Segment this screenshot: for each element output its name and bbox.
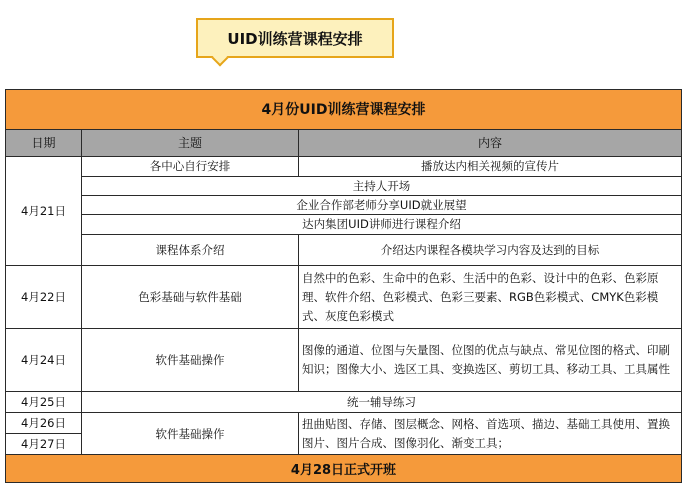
content-cell: 扭曲贴图、存储、图层概念、网格、首选项、描边、基础工具使用、置换图片、图片合成、图像羽化、渐变工具； bbox=[299, 412, 682, 455]
table-row bbox=[6, 176, 682, 195]
date-cell: 4月27日 bbox=[6, 434, 82, 455]
table-row bbox=[6, 215, 682, 234]
merged-cell: 企业合作部老师分享UID就业展望 bbox=[82, 195, 682, 214]
merged-cell: 主持人开场 bbox=[82, 176, 682, 195]
header-date: 日期 bbox=[6, 129, 82, 156]
table-row bbox=[6, 234, 682, 266]
content-cell: 播放达内相关视频的宣传片 bbox=[299, 157, 682, 176]
date-cell: 4月22日 bbox=[6, 266, 82, 329]
table-row bbox=[6, 329, 682, 392]
date-cell: 4月25日 bbox=[6, 392, 82, 412]
table-header-row bbox=[6, 129, 682, 156]
date-cell: 4月26日 bbox=[6, 412, 82, 433]
header-topic: 主题 bbox=[82, 129, 299, 156]
table-row bbox=[6, 195, 682, 214]
topic-cell: 课程体系介绍 bbox=[82, 234, 299, 266]
topic-cell: 软件基础操作 bbox=[82, 412, 299, 455]
content-cell: 自然中的色彩、生命中的色彩、生活中的色彩、设计中的色彩、色彩原理、软件介绍、色彩模式、色彩三要素、RGB色彩模式、CMYK色彩模式、灰度色彩模式 bbox=[299, 266, 682, 329]
topic-cell: 软件基础操作 bbox=[82, 329, 299, 392]
table-row bbox=[6, 157, 682, 176]
banner-title: UID训练营课程安排 bbox=[227, 29, 363, 48]
table-title-row bbox=[6, 90, 682, 130]
table-row bbox=[6, 266, 682, 329]
table-footer: 4月28日正式开班 bbox=[6, 455, 682, 483]
table-row bbox=[6, 412, 682, 433]
schedule-table bbox=[5, 89, 682, 483]
merged-cell: 达内集团UID讲师进行课程介绍 bbox=[82, 215, 682, 234]
table-title: 4月份UID训练营课程安排 bbox=[6, 90, 682, 130]
date-cell: 4月21日 bbox=[6, 157, 82, 266]
content-cell: 图像的通道、位图与矢量图、位图的优点与缺点、常见位图的格式、印刷知识；图像大小、选区工具、变换选区、剪切工具、移动工具、工具属性 bbox=[299, 329, 682, 392]
date-cell: 4月24日 bbox=[6, 329, 82, 392]
table-row bbox=[6, 392, 682, 412]
content-cell: 介绍达内课程各模块学习内容及达到的目标 bbox=[299, 234, 682, 266]
header-content: 内容 bbox=[299, 129, 682, 156]
page-banner bbox=[196, 18, 394, 58]
merged-cell: 统一辅导练习 bbox=[82, 392, 682, 412]
table-footer-row bbox=[6, 455, 682, 483]
topic-cell: 各中心自行安排 bbox=[82, 157, 299, 176]
topic-cell: 色彩基础与软件基础 bbox=[82, 266, 299, 329]
